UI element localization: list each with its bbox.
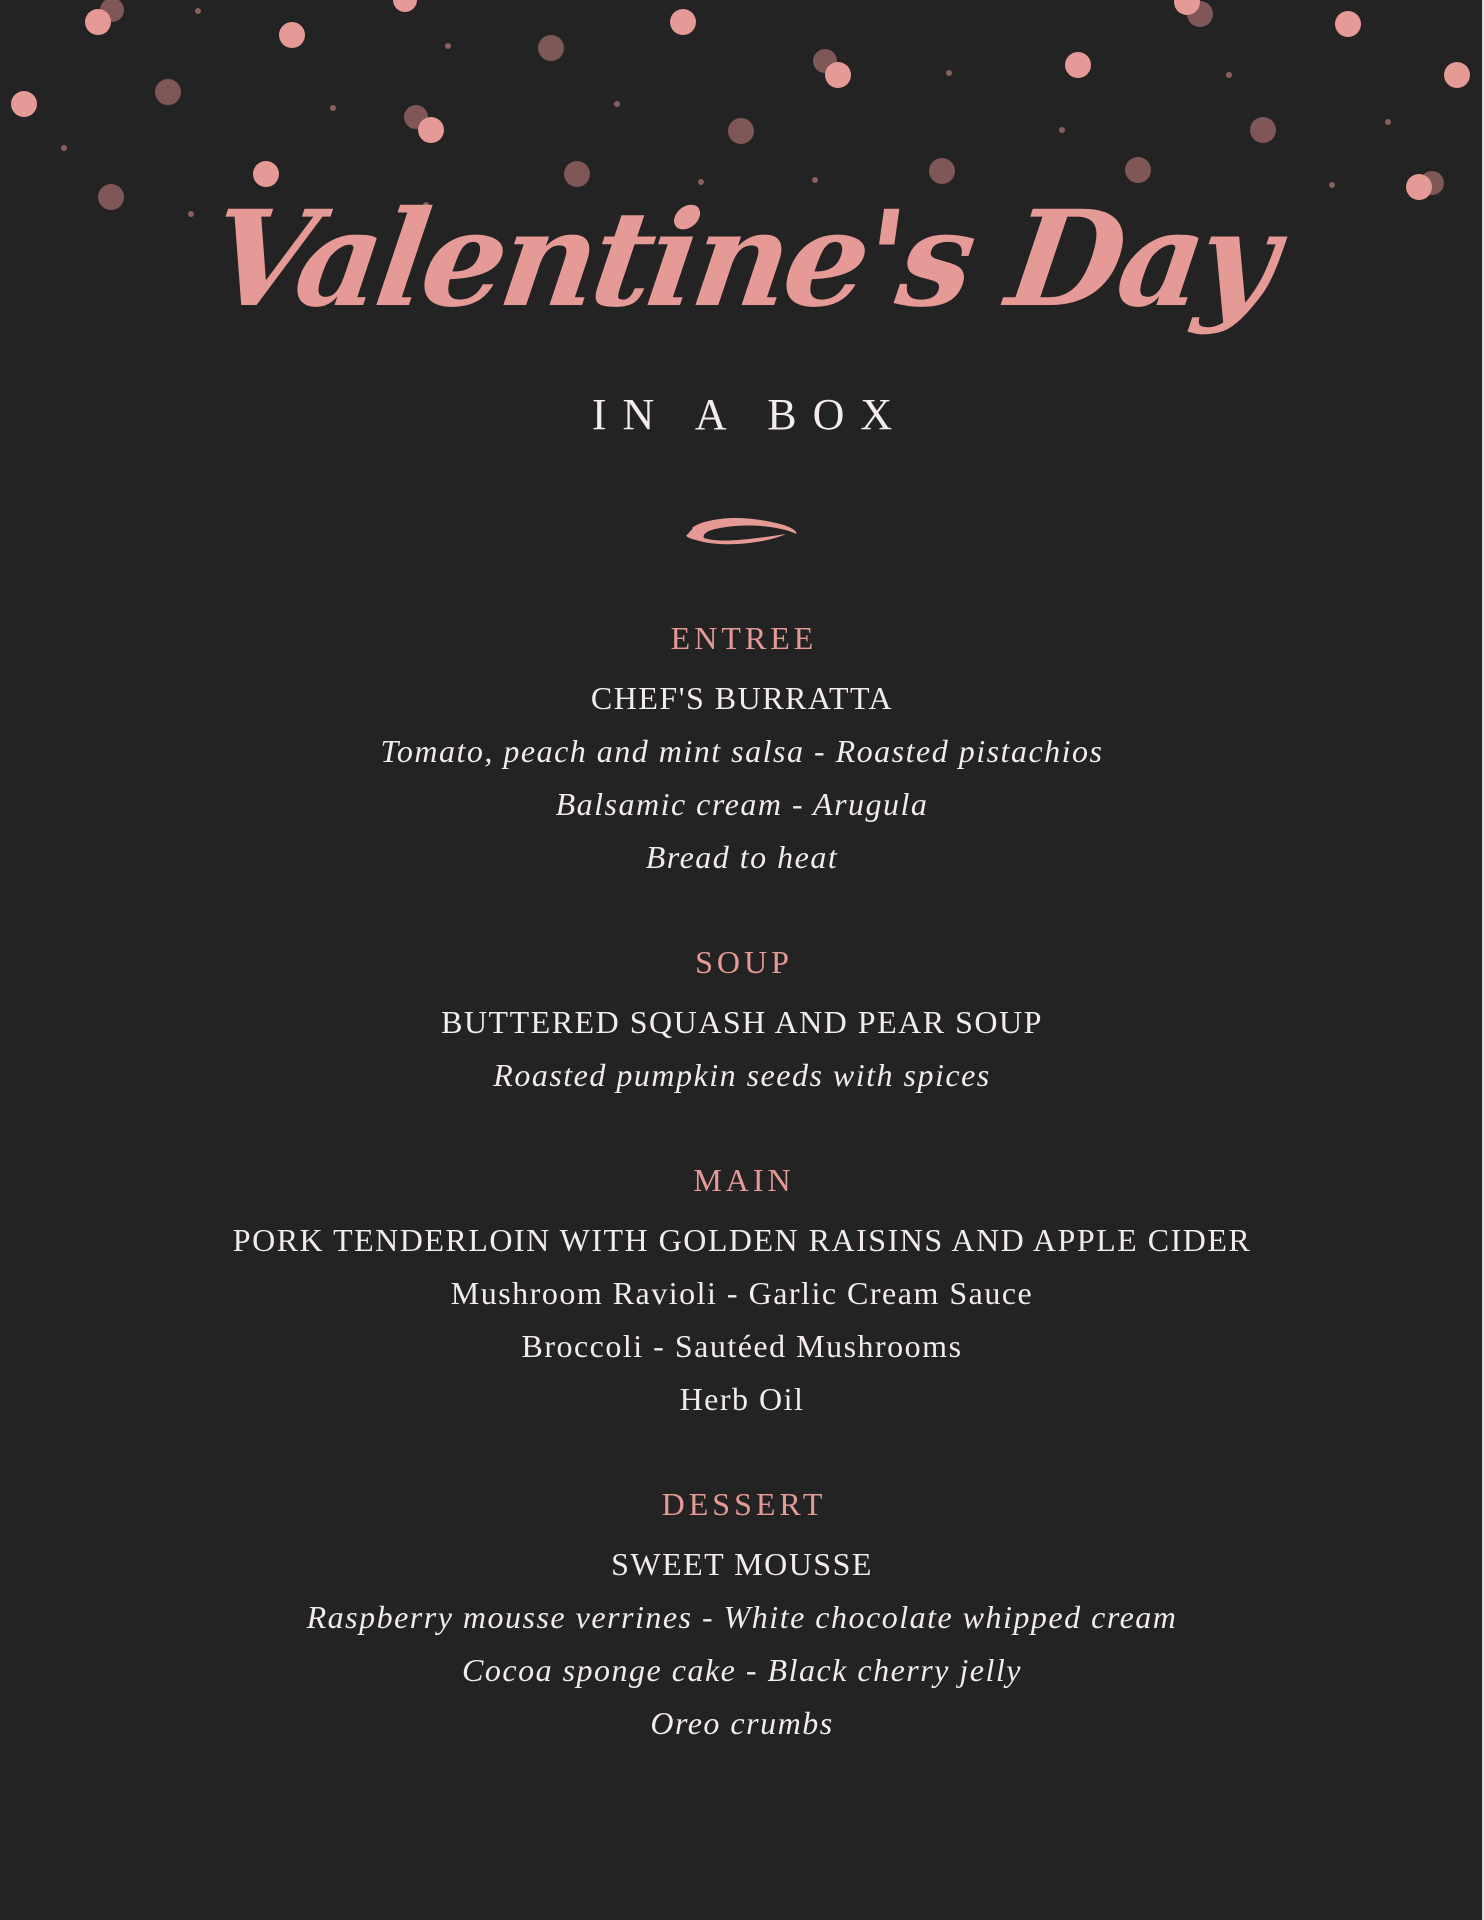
swash-ornament-icon: [682, 508, 802, 548]
dish-name: BUTTERED SQUASH AND PEAR SOUP: [441, 1004, 1043, 1040]
dish-detail: Cocoa sponge cake - Black cherry jelly: [462, 1652, 1022, 1688]
page-subtitle: IN A BOX: [591, 390, 909, 439]
dish-name: SWEET MOUSSE: [611, 1546, 873, 1582]
dish-detail: Broccoli - Sautéed Mushrooms: [521, 1328, 963, 1364]
dish-detail: Raspberry mousse verrines - White chocolate whipped cream: [306, 1599, 1178, 1635]
dish-detail: Herb Oil: [679, 1381, 805, 1417]
section-heading: MAIN: [693, 1162, 795, 1198]
dish-detail: Oreo crumbs: [650, 1705, 834, 1741]
menu-section-entree: [0, 612, 1484, 884]
dish-detail: Tomato, peach and mint salsa - Roasted pistachios: [380, 733, 1104, 769]
menu-list: [0, 612, 1484, 1750]
section-heading: DESSERT: [661, 1486, 827, 1522]
dish-detail: Roasted pumpkin seeds with spices: [493, 1057, 991, 1093]
section-heading: SOUP: [695, 944, 793, 980]
menu-section-main: [0, 1154, 1484, 1426]
dish-detail: Balsamic cream - Arugula: [555, 786, 929, 822]
dish-detail: Mushroom Ravioli - Garlic Cream Sauce: [450, 1275, 1034, 1311]
dish-name: CHEF'S BURRATTA: [590, 680, 894, 716]
menu-section-soup: [0, 936, 1484, 1102]
dish-detail: Bread to heat: [645, 839, 839, 875]
dish-name: PORK TENDERLOIN WITH GOLDEN RAISINS AND APPLE CIDER: [232, 1222, 1252, 1258]
page-title: Valentine's Day: [201, 182, 1283, 337]
section-heading: ENTREE: [670, 620, 818, 656]
menu-section-dessert: [0, 1478, 1484, 1750]
